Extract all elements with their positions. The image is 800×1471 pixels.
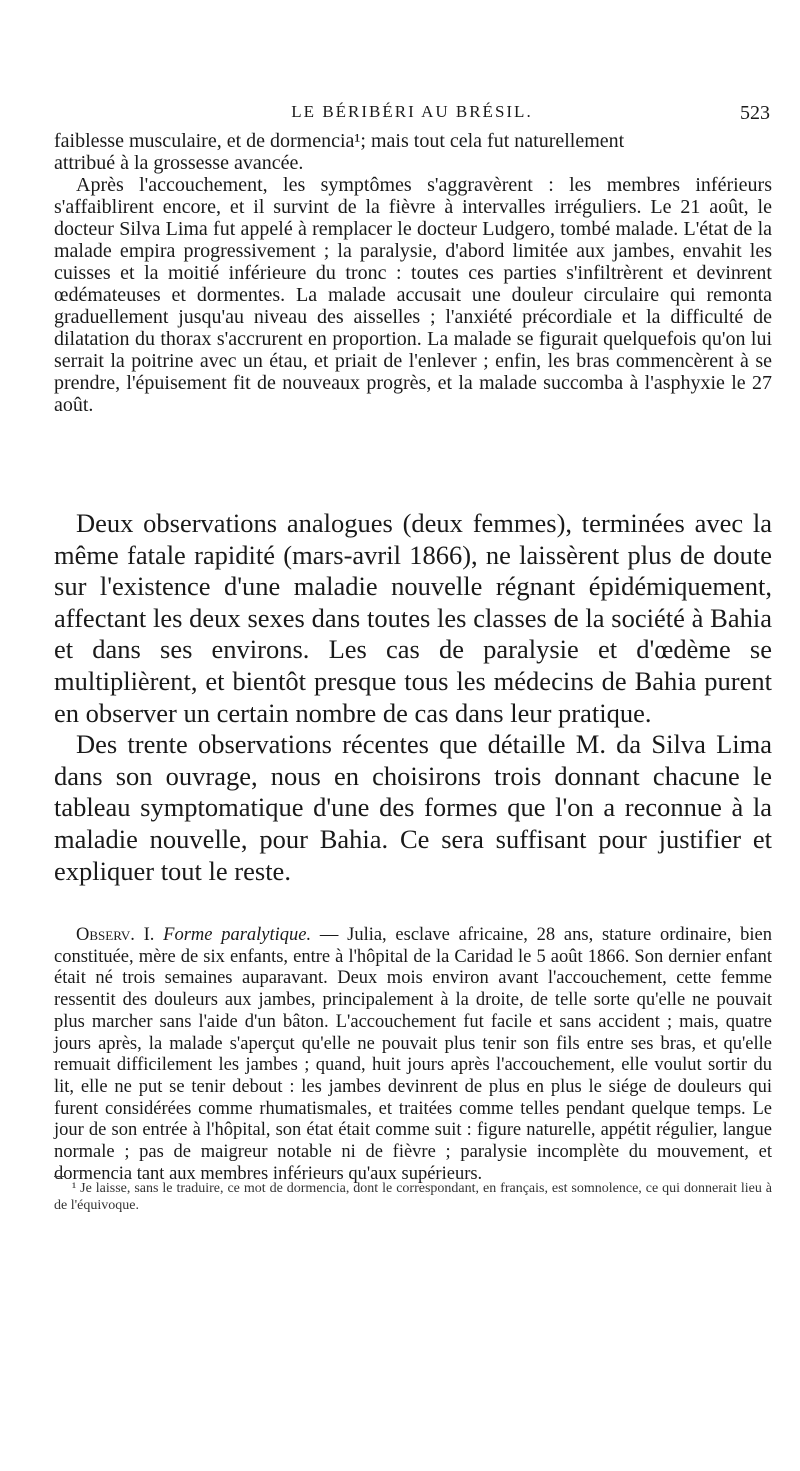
observation-title: Forme paralytique. <box>163 925 312 945</box>
paragraph: Des trente observations récentes que détaille M. da Silva Lima dans son ouvrage, nous en choisirons trois donnant chacune le tableau symptomatique d'une des formes que l'on a reconnue à la maladie nouvelle, pour Bahia. Ce sera suffisant pour justifier et expliquer tout le reste. <box>54 729 772 886</box>
footnotes <box>54 1180 772 1214</box>
paragraph-line: attribué à la grossesse avancée. <box>54 152 304 174</box>
page-number: 523 <box>740 102 770 124</box>
page-header <box>54 100 770 130</box>
paragraph-line: faiblesse musculaire, et de dormencia¹; mais tout cela fut naturellement <box>54 130 625 152</box>
paragraph: Deux observations analogues (deux femmes), terminées avec la même fatale rapidité (mars-avril 1866), ne laissèrent plus de doute sur l'existence d'une maladie nouvelle régnant épidémiquement, affectant les deux sexes dans toutes les classes de la société à Bahia et dans ses environs. Les cas de paralysie et d'œdème se multiplièrent, et bientôt presque tous les médecins de Bahia purent en observer un certain nombre de cas dans leur pratique. <box>54 508 772 728</box>
footnote: ¹ Je laisse, sans le traduire, ce mot de dormencia, dont le correspondant, en français, est somnolence, ce qui donnerait lieu à de l'équivoque. <box>54 1181 772 1213</box>
observation-block <box>54 925 772 1185</box>
observation-paragraph <box>54 925 772 1185</box>
paragraph: Après l'accouchement, les symptômes s'aggravèrent : les membres inférieurs s'affaiblirent encore, et il survint de la fièvre à intervalles irréguliers. Le 21 août, le docteur Silva Lima fut appelé à remplacer le docteur Ludgero, tombé malade. L'état de la malade empira progressivement ; la paralysie, d'abord limitée aux jambes, envahit les cuisses et la moitié inférieure du tronc : toutes ces parties s'infiltrèrent et devinrent œdémateuses et dormentes. La malade accusait une douleur circulaire qui remonta graduellement jusqu'au niveau des aisselles ; l'anxiété précordiale et la difficulté de dilatation du thorax s'accrurent en proportion. La malade se figurait quelquefois qu'on lui serrait la poitrine avec un étau, et priait de l'enlever ; enfin, les bras commencèrent à se prendre, l'épuisement fit de nouveaux progrès, et la malade succomba à l'asphyxie le 27 août. <box>54 174 772 416</box>
observation-text: — Julia, esclave africaine, 28 ans, stature ordinaire, bien constituée, mère de six enfants, entre à l'hôpital de la Caridad le 5 août 1866. Son dernier enfant était né trois semaines auparavant. Deux mois environ avant l'accouchement, cette femme ressentit des douleurs aux jambes, principalement à la droite, de telle sorte qu'elle ne pouvait plus marcher sans l'aide d'un bâton. L'accouchement fut facile et sans accident ; mais, quatre jours après, la malade s'aperçut qu'elle ne pouvait plus tenir son fils entre ses bras, et qu'elle remuait difficilement les jambes ; quand, huit jours après l'accouchement, elle voulut sortir du lit, elle ne put se tenir debout : les jambes devinrent de plus en plus le siége de douleurs qui furent considérées comme rhumatismales, et traitées comme telles pendant quelque temps. Le jour de son entrée à l'hôpital, son état était comme suit : figure naturelle, appétit régulier, langue normale ; pas de maigreur notable ni de fièvre ; paralysie incomplète du mouvement, et dormencia tant aux membres inférieurs qu'aux supérieurs. <box>54 925 773 1184</box>
observation-label: Observ. I. <box>76 925 155 945</box>
paragraph-continuation <box>54 130 772 174</box>
footnote-rule <box>54 1176 64 1177</box>
body-text-small <box>54 130 772 416</box>
running-title: LE BÉRIBÉRI AU BRÉSIL. <box>291 102 533 121</box>
body-text-large <box>54 508 772 887</box>
